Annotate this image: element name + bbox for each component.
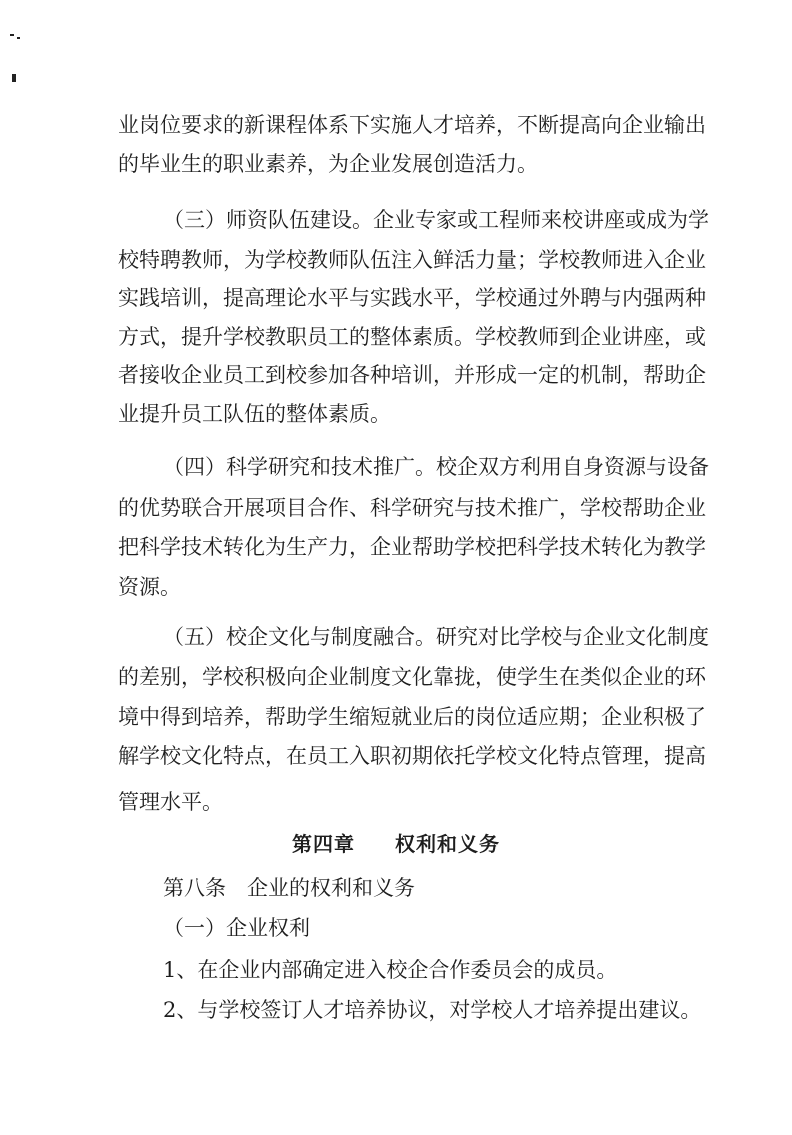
paragraph-line: 业岗位要求的新课程体系下实施人才培养，不断提高向企业输出 xyxy=(118,113,706,137)
subsection-heading: （一）企业权利 xyxy=(163,916,310,940)
list-item: 2、与学校签订人才培养协议，对学校人才培养提出建议。 xyxy=(163,998,702,1022)
paragraph-line: 者接收企业员工到校参加各种培训，并形成一定的机制，帮助企 xyxy=(118,363,706,387)
paragraph-line: 的优势联合开展项目合作、科学研究与技术推广，学校帮助企业 xyxy=(118,496,706,520)
paragraph-line: 的毕业生的职业素养，为企业发展创造活力。 xyxy=(118,152,538,176)
article-heading: 第八条 企业的权利和义务 xyxy=(163,876,415,900)
chapter-title: 权利和义务 xyxy=(395,832,500,856)
scan-mark xyxy=(12,74,16,82)
paragraph-line: 方式，提升学校教职员工的整体素质。学校教师到企业讲座，或 xyxy=(118,325,706,349)
list-item: 1、在企业内部确定进入校企合作委员会的成员。 xyxy=(163,958,618,982)
paragraph-line: 境中得到培养，帮助学生缩短就业后的岗位适应期；企业积极了 xyxy=(118,705,706,729)
paragraph-line: 的差别，学校积极向企业制度文化靠拢，使学生在类似企业的环 xyxy=(118,665,706,689)
paragraph-line: 校特聘教师，为学校教师队伍注入鲜活力量；学校教师进入企业 xyxy=(118,248,706,272)
scan-mark xyxy=(17,37,20,39)
paragraph-line: 管理水平。 xyxy=(118,790,223,814)
paragraph-line: 把科学技术转化为生产力，企业帮助学校把科学技术转化为教学 xyxy=(118,535,706,559)
paragraph-line: （四）科学研究和技术推广。校企双方利用自身资源与设备 xyxy=(163,455,709,479)
scan-mark xyxy=(10,34,14,36)
paragraph-line: 实践培训，提高理论水平与实践水平，学校通过外聘与内强两种 xyxy=(118,286,706,310)
paragraph-line: （三）师资队伍建设。企业专家或工程师来校讲座或成为学 xyxy=(163,208,709,232)
paragraph-line: （五）校企文化与制度融合。研究对比学校与企业文化制度 xyxy=(163,625,709,649)
chapter-number: 第四章 xyxy=(292,832,355,856)
paragraph-line: 资源。 xyxy=(118,575,181,599)
chapter-heading xyxy=(0,830,792,858)
paragraph-line: 业提升员工队伍的整体素质。 xyxy=(118,402,391,426)
paragraph-line: 解学校文化特点，在员工入职初期依托学校文化特点管理，提高 xyxy=(118,744,706,768)
